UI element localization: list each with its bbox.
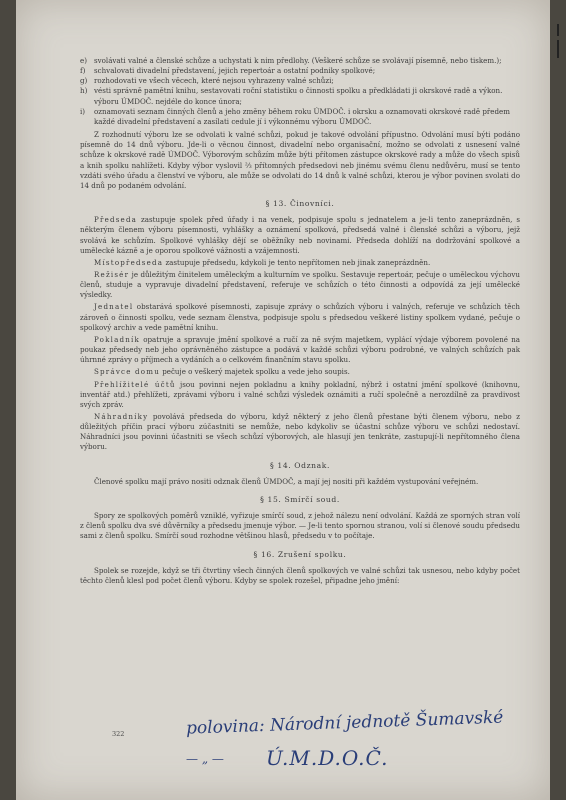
edge-mark [557, 24, 559, 36]
list-item-text: vésti správně pamětní knihu, sestavovati roční statistiku o činnosti spolku a předkládati ji okrskové radě a výkon. výboru ÚMDOČ. nejdéle do konce února; [94, 86, 503, 106]
section-paragraph: Spory ze spolkových poměrů vzniklé, vyřizuje smírčí soud, z jehož nálezu není odvolání. Každá ze sporných stran volí z členů spolku dva své důvěrníky a předsedu jmenuje výbor. — Je-li tento spornou stranou, volí si členové soudu předsedu sami z členů spolku. Smírčí soud rozhodne většinou hlasů, předsedu v to počítaje. [80, 511, 520, 541]
officer-text: zastupuje předsedu, kdykoli je tento nepřítomen neb jinak zaneprázdněn. [163, 257, 431, 267]
officer-paragraph [80, 380, 520, 410]
officer-title: Režisér [94, 269, 130, 279]
officer-title: Správce domu [94, 367, 160, 377]
list-item-text: rozhodovati ve všech věcech, které nejsou vyhrazeny valné schůzi; [94, 76, 334, 86]
list-item-label: i) [80, 106, 86, 116]
edge-mark [557, 40, 559, 58]
officer-paragraph [80, 335, 520, 365]
officer-paragraph [80, 302, 520, 332]
officer-title: Předseda [94, 215, 138, 225]
officer-title: Pokladník [94, 334, 141, 344]
officer-text: je důležitým činitelem uměleckým a kulturním ve spolku. Sestavuje repertoár, pečuje o uměleckou výchovu členů, studuje a vypravuje divadelní představení, referuje ve schůzích o této činnosti a odpovídá za její umělecké výsledky. [80, 269, 520, 300]
officer-text: obstarává spolkové písemnosti, zapisuje zprávy o schůzích výboru i valných, referuje ve schůzích těch zároveň o činnosti spolku, vede seznam členstva, podpisuje spolu s předsedou veškeré listiny spolkem vydané, pečuje o spolkový archiv a vede pamětní knihu. [80, 302, 520, 332]
officer-text: zastupuje spolek před úřady i na venek, podpisuje spolu s jednatelem a je-li tento zaneprázdněn, s některým členem výboru písemnosti, vyhlášky a oznámení spolková, předsedá valné i členské schůzi a výboru, jejž svolává ke schůzím. Spolkové vyhlášky dějí se oběžníky neb novinami. Předseda dohlíží na dodržování spolkové a umělecké kázně a je oporou spolkové vážnosti a vzájemnosti. [80, 215, 520, 255]
officer-title: Náhradníky [94, 412, 149, 421]
section-heading: § 14. Odznak. [269, 460, 331, 470]
list-item [80, 56, 520, 66]
section-heading: § 13. Činovníci. [265, 199, 335, 209]
officer-title: Jednatel [94, 302, 134, 312]
list-item [80, 76, 520, 86]
list-item [80, 66, 520, 76]
list-item-label: h) [80, 86, 88, 96]
page-number: 322 [112, 730, 125, 738]
handwritten-note: Ú.M.D.O.Č. [266, 746, 389, 770]
list-item [80, 86, 520, 106]
handwritten-note: polovina: Národní jednotě Šumavské [185, 707, 504, 739]
list-item-label: e) [80, 56, 87, 65]
section-heading: § 16. Zrušení spolku. [253, 549, 347, 559]
document-body [80, 56, 520, 588]
officer-paragraph [80, 215, 520, 256]
officer-paragraph [80, 258, 520, 268]
officer-text: opatruje a spravuje jmění spolkové a ručí za ně svým majetkem, vyplácí výdaje výborem povolené na poukaz předsedy neb jeho oprávněného zástupce a podává v každé schůzi výboru podrobné, ve valných schůzích pak úhrnné zprávy o příjmech a vydáních a o celkovém finančním stavu spolku. [80, 334, 520, 365]
officer-text: povolává předseda do výboru, když některý z jeho členů přestane býti členem výboru, nebo z důležitých příčin prací výboru zúčastniti se nemůže, nebo kdykoliv se účastní schůze výboru ve schůzi nedostaví. Náhradníci jsou povinni účastniti se všech schůzí výborových, ale hlasují jen tenkráte, zastupují-li nepřítomného člena výboru. [80, 412, 520, 452]
section-paragraph: Spolek se rozejde, když se tři čtvrtiny všech činných členů spolkových ve valné schůzi tak usnesou, nebo kdyby počet těchto členů klesl pod počet členů výboru. Kdyby se spolek rozešel, připadne jeho jmění: [80, 565, 520, 585]
section-heading: § 15. Smírčí soud. [260, 494, 340, 504]
officer-paragraph [80, 367, 520, 377]
list-item [80, 107, 520, 127]
document-page [16, 0, 550, 800]
officer-paragraph [80, 270, 520, 300]
section-paragraph: Členové spolku mají právo nositi odznak členů ÚMDOČ, a mají jej nositi při každém vystupování veřejném. [94, 476, 479, 486]
officer-text: jsou povinni nejen pokladnu a knihy pokladní, nýbrž i ostatní jmění spolkové (knihovnu, inventář atd.) přehlížeti, zprávami výboru i valné schůzi výsledek oznámiti a ručí společně a nerozdílně za pravdivost svých zpráv. [80, 379, 520, 409]
officer-title: Místopředseda [94, 257, 164, 267]
list-item-text: oznamovati seznam činných členů a jeho změny během roku ÚMDOČ. i okrsku a oznamovati okrskové radě předem každé divadelní představení a zasílati cedule jí i výkonnému výboru ÚMDOČ. [94, 106, 510, 126]
handwritten-ditto-mark: — „ — [186, 752, 224, 766]
officer-text: pečuje o veškerý majetek spolku a vede jeho soupis. [159, 367, 350, 377]
officer-paragraph [80, 412, 520, 453]
list-item-label: f) [80, 66, 86, 76]
list-item-text: schvalovati divadelní představení, jejich repertoár a ostatní podniky spolkové; [94, 66, 376, 76]
appeal-paragraph: Z rozhodnutí výboru lze se odvolati k valné schůzi, pokud je takové odvolání přípustno. Odvolání musí býti podáno písemně do 14 dnů výboru. Jde-li o věcnou činnost, divadelní nebo organisační, možno se odvolati z usnesení valné schůze k okrskové radě ÚMDOČ. Výborovým schůzím může býti přítomen zástupce okrskové rady a může do všech spisů a knih spolku nahlížeti. Kdyby výbor vyslovil ⅔ přítomných předsedovi neb jinému svému členu nedůvěru, musí se tento vzdáti svého úřadu a členství ve výboru, ale může se odvolati do 14 dnů k valné schůzi, kterou je výbor povinen svolati do 14 dnů po podaném odvolání. [80, 130, 520, 190]
list-item-label: g) [80, 76, 88, 86]
officer-title: Přehlížitelé účtů [94, 379, 176, 389]
list-item-text: svolávati valné a členské schůze a uchystati k nim předlohy. (Veškeré schůze se svolávají písemně, nebo tiskem.); [94, 56, 502, 65]
